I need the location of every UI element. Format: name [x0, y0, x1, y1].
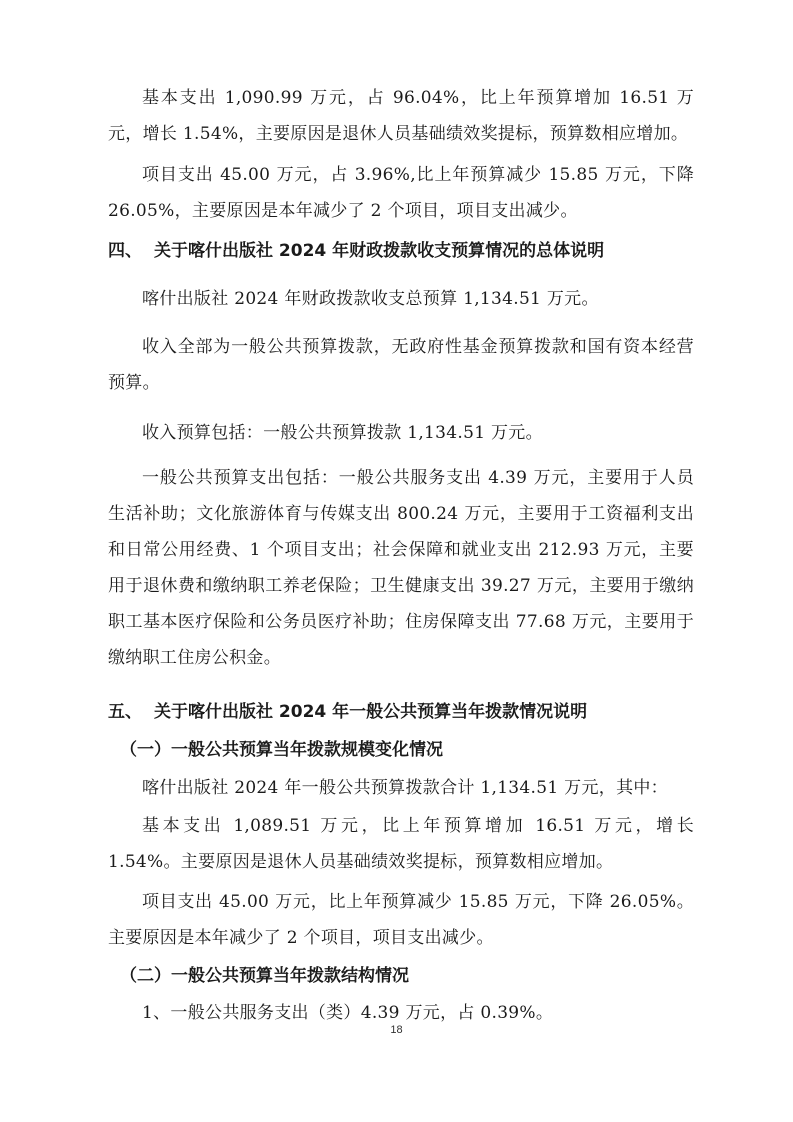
paragraph-general-basic-expenditure: 基本支出 1,089.51 万元，比上年预算增加 16.51 万元，增长 1.54%。主要原因是退休人员基础绩效奖提标，预算数相应增加。 — [108, 816, 694, 872]
paragraph-general-project-expenditure: 项目支出 45.00 万元，比上年预算减少 15.85 万元，下降 26.05%。主要原因是本年减少了 2 个项目，项目支出减少。 — [108, 892, 694, 948]
section-heading-4-number: 四、 — [108, 241, 142, 261]
section-heading-4 — [108, 233, 694, 269]
paragraph-total-budget: 喀什出版社 2024 年财政拨款收支总预算 1,134.51 万元。 — [142, 289, 599, 309]
subheading-structure: （二）一般公共预算当年拨款结构情况 — [120, 966, 409, 986]
paragraph-basic-expenditure: 基本支出 1,090.99 万元，占 96.04%，比上年预算增加 16.51 万元，增长 1.54%，主要原因是退休人员基础绩效奖提标，预算数相应增加。 — [108, 88, 694, 144]
section-heading-4-text: 关于喀什出版社 2024 年财政拨款收支预算情况的总体说明 — [154, 241, 605, 261]
page-number: 18 — [390, 1024, 403, 1036]
section-heading-5-text: 关于喀什出版社 2024 年一般公共预算当年拨款情况说明 — [154, 702, 588, 722]
paragraph-general-budget-total: 喀什出版社 2024 年一般公共预算拨款合计 1,134.51 万元，其中： — [142, 778, 668, 798]
paragraph-income-budget: 收入预算包括：一般公共预算拨款 1,134.51 万元。 — [142, 423, 543, 443]
subheading-scale-change: （一）一般公共预算当年拨款规模变化情况 — [120, 740, 443, 760]
section-heading-5 — [108, 694, 694, 730]
paragraph-income-composition: 收入全部为一般公共预算拨款，无政府性基金预算拨款和国有资本经营预算。 — [108, 337, 694, 393]
paragraph-expenditure-breakdown: 一般公共预算支出包括：一般公共服务支出 4.39 万元，主要用于人员生活补助；文化旅游体育与传媒支出 800.24 万元，主要用于工资福利支出和日常公用经费、1 个项目支出；社会保障和就业支出 212.93 万元，主要用于退休费和缴纳职工养老保险；卫生健康支出 39.27 万元，主要用于缴纳职工基本医疗保险和公务员医疗补助；住房保障支出 77.68 万元，主要用于缴纳职工住房公积金。 — [108, 468, 694, 668]
paragraph-public-service-expenditure: 1、一般公共服务支出（类）4.39 万元，占 0.39%。 — [142, 1003, 554, 1023]
section-heading-5-number: 五、 — [108, 702, 142, 722]
paragraph-project-expenditure: 项目支出 45.00 万元，占 3.96%,比上年预算减少 15.85 万元，下降 26.05%，主要原因是本年减少了 2 个项目，项目支出减少。 — [108, 165, 694, 221]
